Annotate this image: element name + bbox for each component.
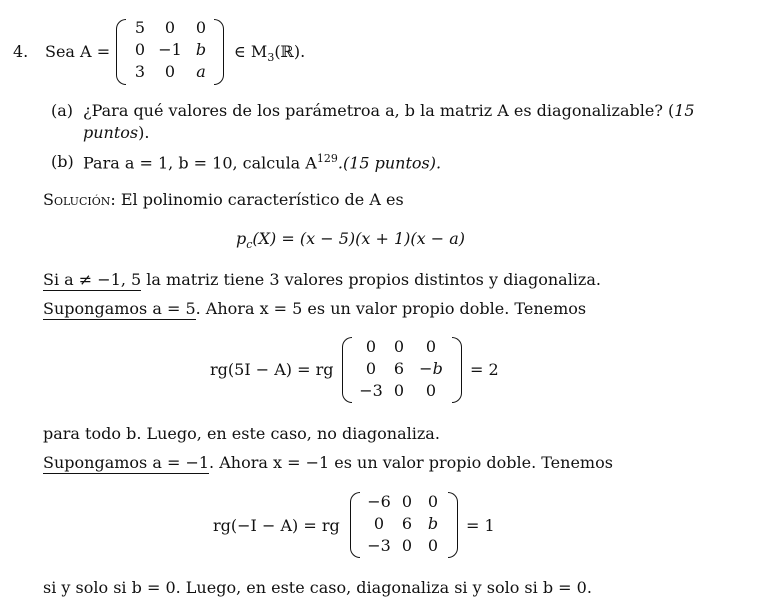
matrix-cell: 0 [427,492,439,511]
characteristic-polynomial: $p_c(X) = (x - 5)(x + 1)(x - a)$ [236,229,466,252]
matrix-cell: −3 [359,381,383,400]
matrix-cell: −6 [367,492,391,511]
matrix-cell: 0 [365,337,377,356]
matrix-cell: 0 [427,536,439,555]
rank-eq-2-left: rg(−I − A) = rg [213,516,340,535]
matrix-cell: b [195,40,207,59]
case-3-conclusion: si y solo si b = 0. Luego, en este caso, diagonaliza si y solo si b = 0. [43,578,592,597]
rank-eq-1-grid [356,336,450,402]
rank-eq-1-left: rg(5I − A) = rg [210,360,334,379]
part-a-label: (a) [51,101,74,120]
case-2-condition: Supongamos a = 5 [43,299,196,318]
matrix-cell: 0 [164,62,176,81]
matrix-cell: 0 [134,40,146,59]
part-a-text-cont: puntos). [83,123,150,142]
matrix-cell: 0 [425,381,437,400]
right-paren [452,337,462,403]
rank-eq-1-right: = 2 [470,360,499,379]
right-paren [448,492,458,558]
matrix-cell: 0 [393,337,405,356]
matrix-cell: a [196,62,206,81]
solution-heading: Solución: [43,190,116,209]
left-paren [342,337,352,403]
problem-intro: Sea A = [45,42,111,61]
problem-number: 4. [13,42,29,61]
matrix-cell: 5 [134,18,146,37]
part-b-label: (b) [51,152,74,171]
matrix-cell: −b [419,359,443,378]
left-paren [116,19,126,85]
matrix-cell: 6 [401,514,413,533]
case-2: Supongamos a = 5. Ahora x = 5 es un valor propio doble. Tenemos [43,299,587,318]
matrix-cell: b [427,514,439,533]
left-paren [350,492,360,558]
matrix-cell: 0 [401,492,413,511]
matrix-cell: −3 [367,536,391,555]
membership: ∈ $M_3(ℝ)$. [234,42,306,65]
part-a-text: ¿Para qué valores de los parámetroa a, b la matriz A es diagonalizable? (15 [83,101,695,120]
matrix-cell: 0 [393,381,405,400]
matrix-cell: 0 [425,337,437,356]
matrix-cell: 0 [401,536,413,555]
part-b-text: Para a = 1, b = 10, calcula $A^{129}.(15$ puntos). [83,152,442,173]
matrix-cell: 0 [164,18,176,37]
case-1-condition: Si a ≠ −1, 5 [43,270,142,289]
matrix-cell: 0 [373,514,385,533]
matrix-A-grid [128,17,214,83]
rank-eq-2-grid [363,491,447,557]
case-3: Supongamos a = −1. Ahora x = −1 es un valor propio doble. Tenemos [43,453,613,472]
rank-eq-2-right: = 1 [466,516,495,535]
matrix-cell: 6 [393,359,405,378]
matrix-cell: 0 [195,18,207,37]
solution-intro: Solución: El polinomio característico de A es [43,190,404,209]
case-1: Si a ≠ −1, 5 la matriz tiene 3 valores propios distintos y diagonaliza. [43,270,601,289]
right-paren [214,19,224,85]
matrix-cell: 3 [134,62,146,81]
case-2-conclusion: para todo b. Luego, en este caso, no diagonaliza. [43,424,440,443]
matrix-cell: 0 [365,359,377,378]
matrix-cell: −1 [158,40,182,59]
case-3-condition: Supongamos a = −1 [43,453,210,472]
